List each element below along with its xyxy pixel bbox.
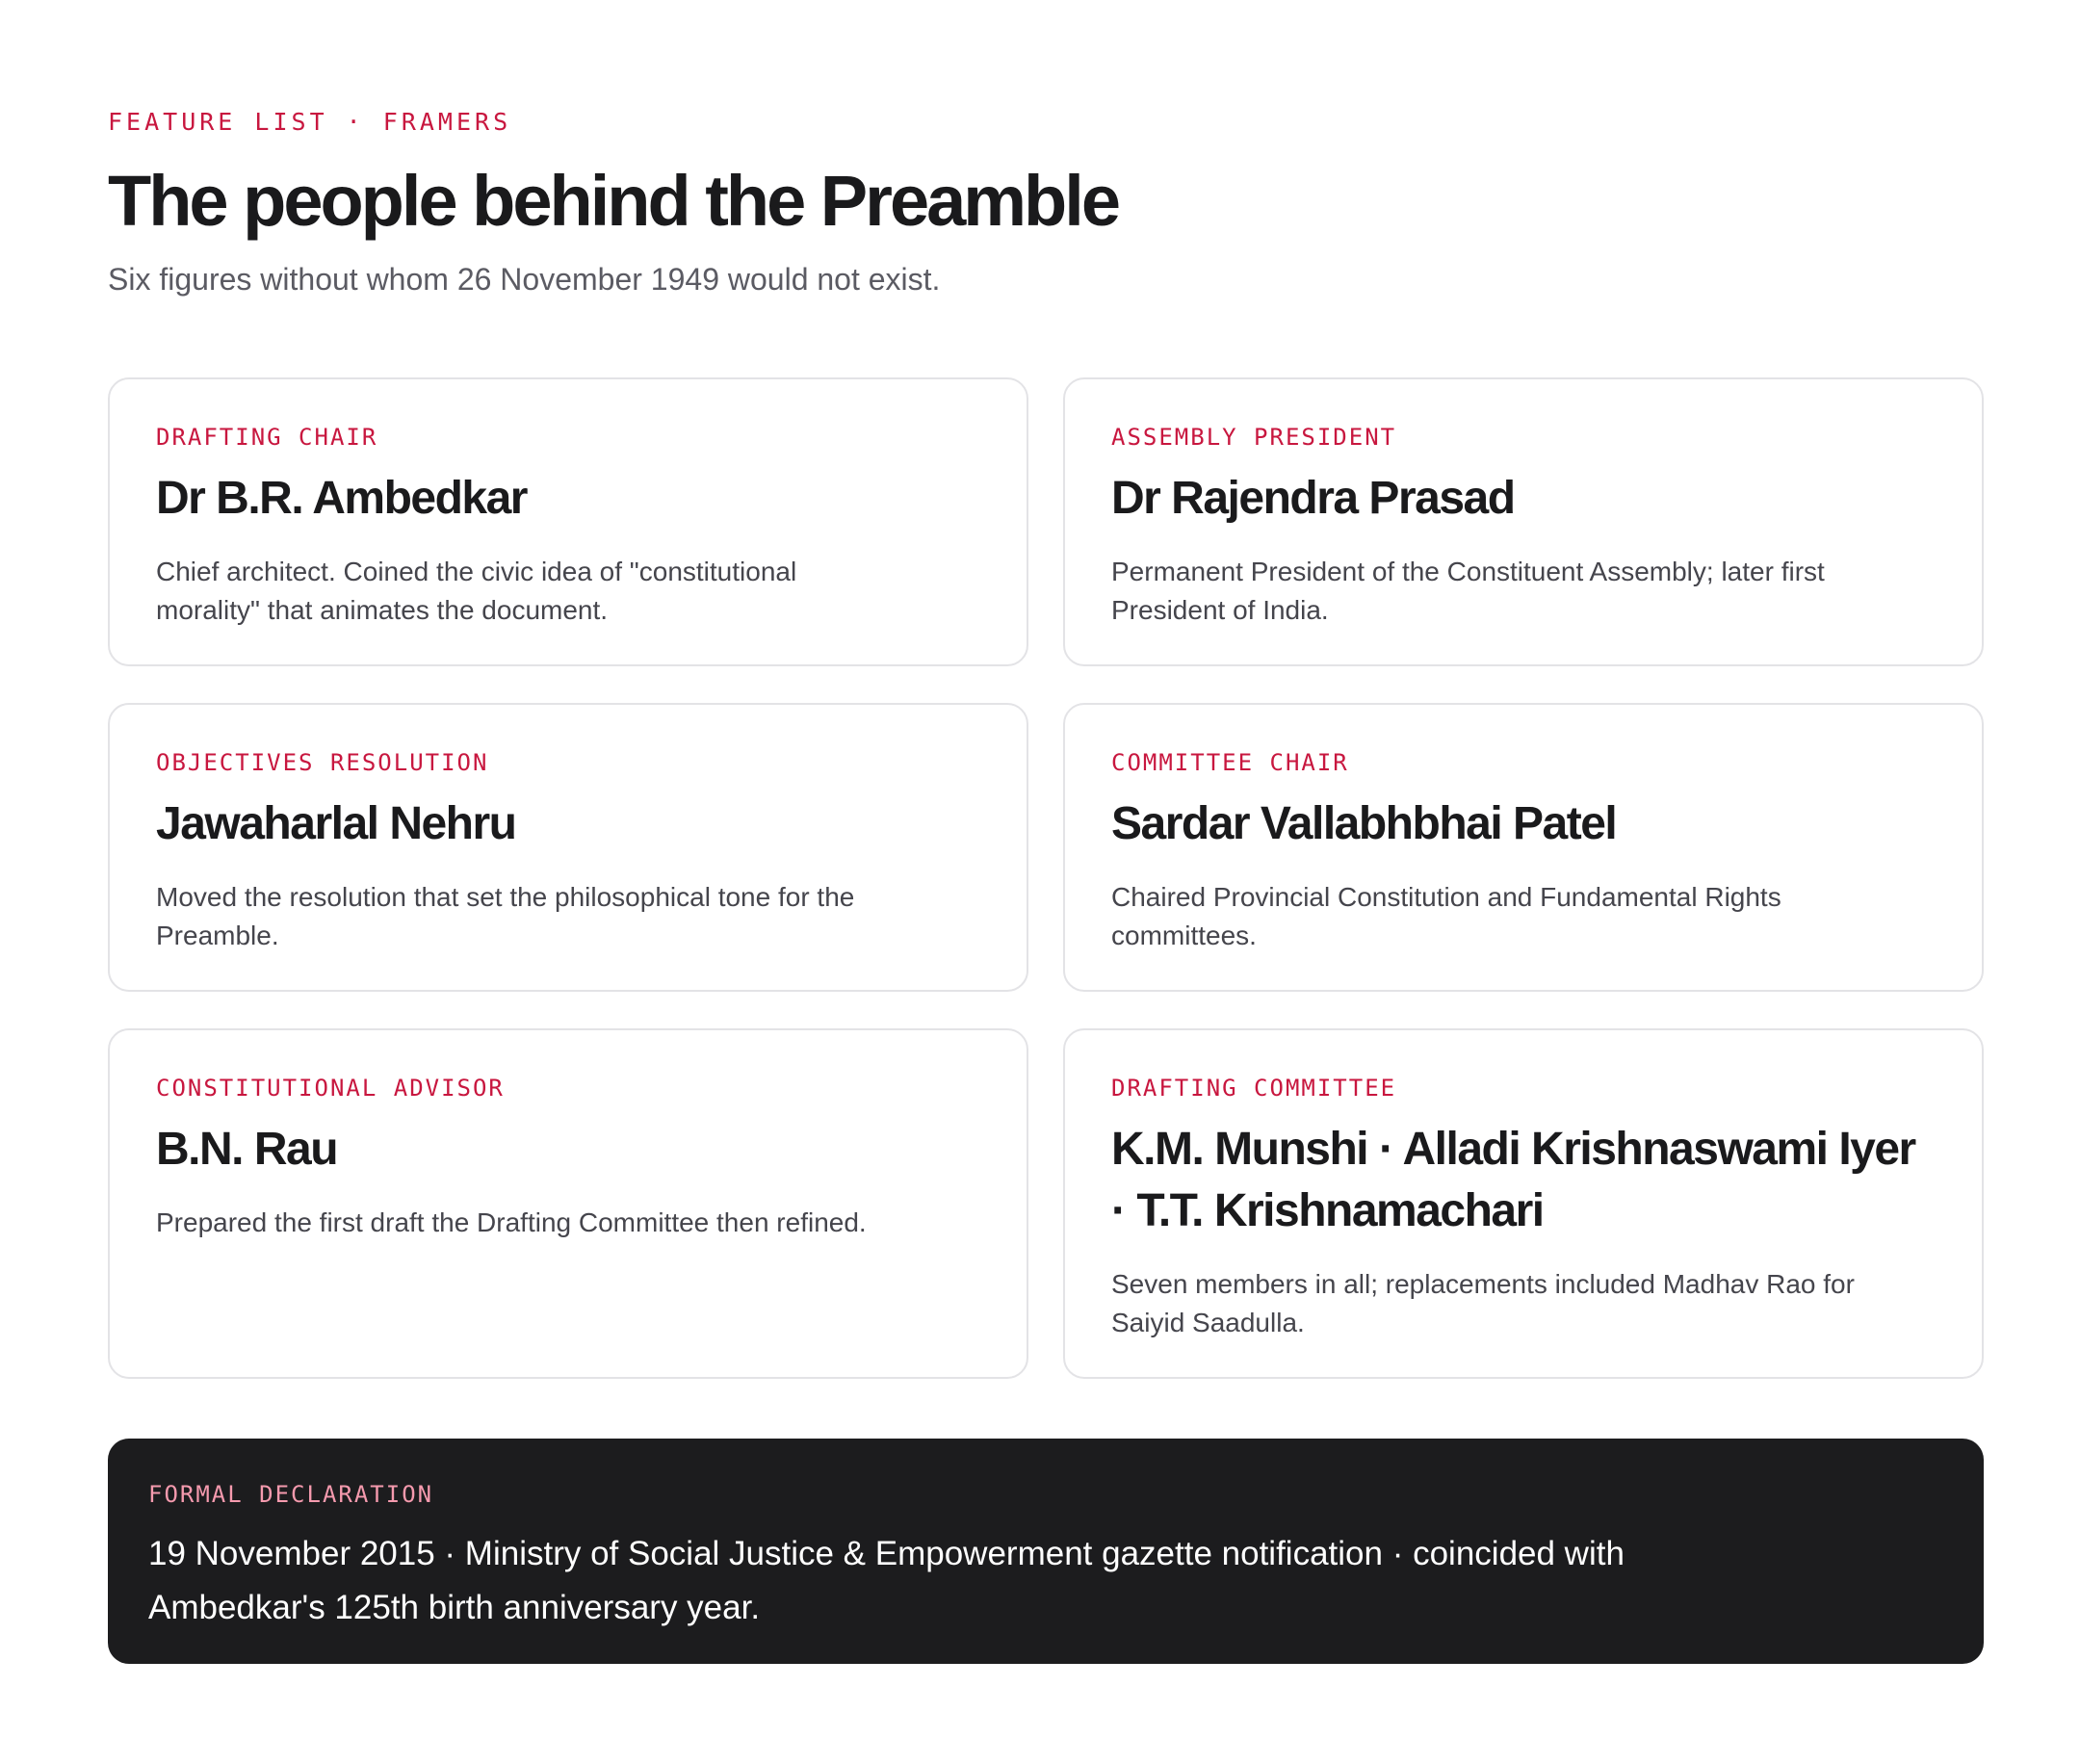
framer-role: ASSEMBLY PRESIDENT [1111, 424, 1397, 451]
framer-role: CONSTITUTIONAL ADVISOR [156, 1075, 505, 1102]
framer-role: DRAFTING CHAIR [156, 424, 378, 451]
declaration-label: FORMAL DECLARATION [148, 1481, 434, 1508]
framer-name: K.M. Munshi · Alladi Krishnaswami Iyer · T.T. Krishnamachari [1111, 1124, 1915, 1236]
framer-description: Prepared the first draft the Drafting Committee then refined. [156, 1207, 867, 1237]
framer-card-nehru [108, 703, 1028, 992]
framer-role: OBJECTIVES RESOLUTION [156, 749, 489, 776]
framer-role: DRAFTING COMMITTEE [1111, 1075, 1397, 1102]
framer-description: Seven members in all; replacements included Madhav Rao for Saiyid Saadulla. [1111, 1269, 1855, 1337]
framer-name: Dr B.R. Ambedkar [156, 473, 527, 524]
framer-name: Dr Rajendra Prasad [1111, 473, 1515, 524]
framer-name: B.N. Rau [156, 1124, 338, 1175]
framer-role: COMMITTEE CHAIR [1111, 749, 1349, 776]
framer-card-prasad [1063, 377, 1984, 666]
page-subtitle: Six figures without whom 26 November 1949 would not exist. [108, 262, 941, 297]
framer-name: Sardar Vallabhbhai Patel [1111, 798, 1617, 849]
framer-description: Chief architect. Coined the civic idea of "constitutional morality" that animates the document. [156, 557, 797, 625]
framer-name: Jawaharlal Nehru [156, 798, 516, 849]
framer-description: Permanent President of the Constituent Assembly; later first President of India. [1111, 557, 1825, 625]
formal-declaration-panel [108, 1439, 1984, 1664]
declaration-text: 19 November 2015 · Ministry of Social Justice & Empowerment gazette notification · coincided with Ambedkar's 125th birth anniversary year. [148, 1535, 1625, 1626]
framer-card-patel [1063, 703, 1984, 992]
section-eyebrow: FEATURE LIST · FRAMERS [108, 108, 512, 136]
framer-description: Moved the resolution that set the philosophical tone for the Preamble. [156, 882, 855, 950]
framer-card-rau [108, 1028, 1028, 1379]
page-title: The people behind the Preamble [108, 161, 1118, 241]
framer-description: Chaired Provincial Constitution and Fundamental Rights committees. [1111, 882, 1781, 950]
framer-card-drafting-committee [1063, 1028, 1984, 1379]
framer-card-ambedkar [108, 377, 1028, 666]
